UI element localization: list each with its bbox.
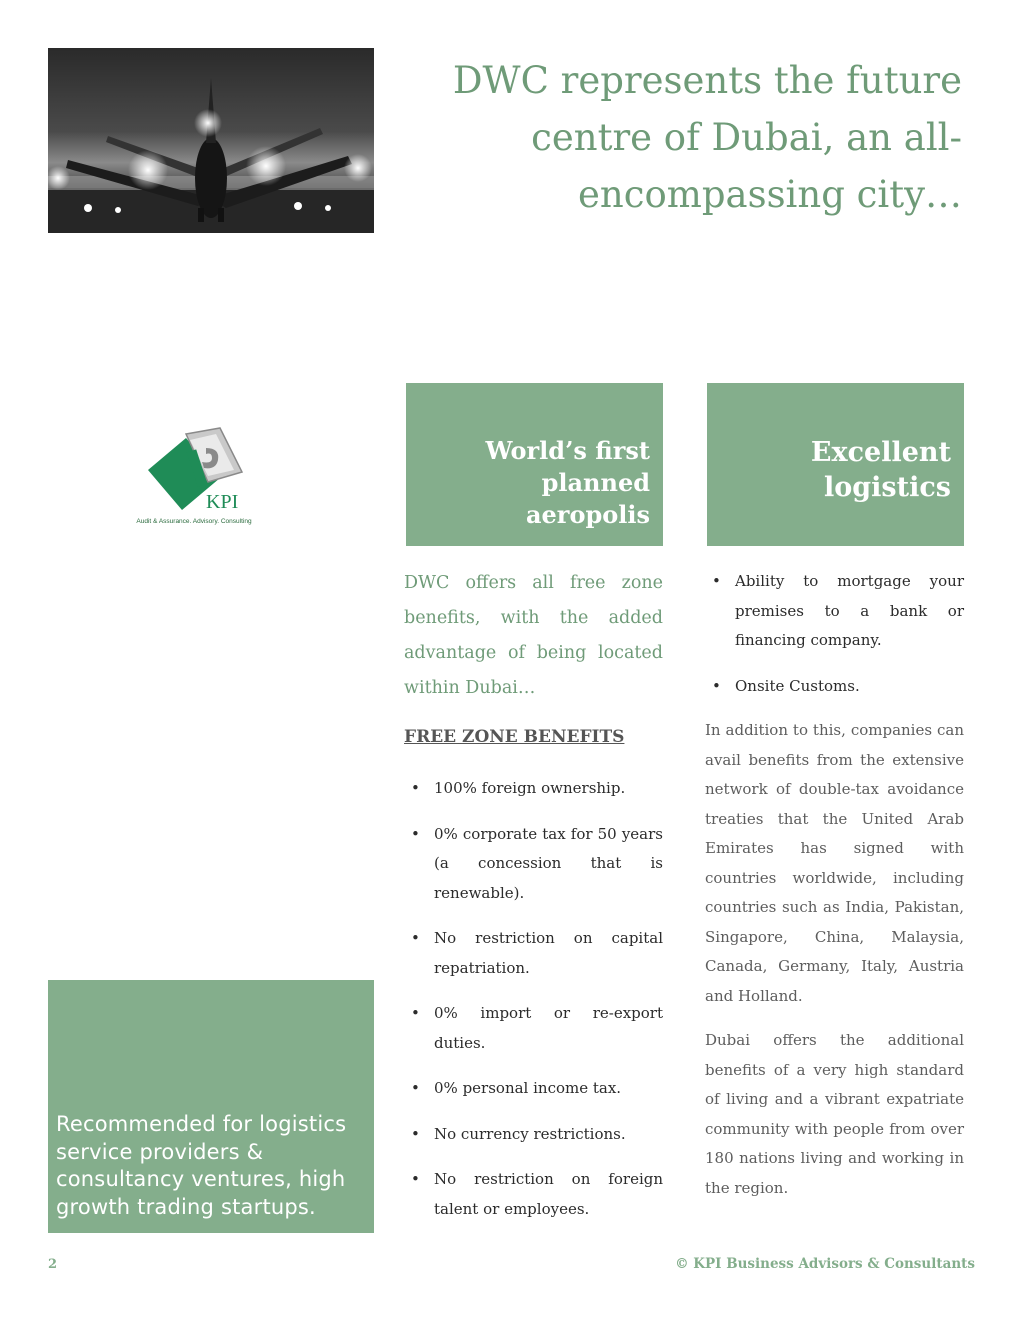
list-item-text: No restriction on capital repatriation. bbox=[434, 929, 663, 977]
recommended-text: Recommended for logistics service providers & consultancy ventures, high growth trading startups. bbox=[56, 1112, 347, 1219]
tax-treaties-paragraph: In addition to this, companies can avail benefits from the extensive network of double-tax avoidance treaties that the United Arab Emirates has signed with countries worldwide, including countries such as India, Pakistan, Singapore, China, Malaysia, Canada, Germany, Italy, Austria and Holland. bbox=[705, 721, 964, 1005]
aeropolis-box bbox=[406, 383, 663, 546]
kpi-logo-icon bbox=[128, 426, 260, 518]
list-item-text: Onsite Customs. bbox=[735, 676, 860, 695]
airplane-photo bbox=[48, 48, 374, 233]
bullet-icon: • bbox=[411, 1079, 420, 1097]
bullet-icon: • bbox=[712, 572, 721, 590]
list-item-text: 0% corporate tax for 50 years (a concession that is renewable). bbox=[434, 824, 663, 902]
bullet-icon: • bbox=[411, 824, 420, 843]
footer-copyright: © KPI Business Advisors & Consultants bbox=[675, 1256, 975, 1272]
list-item-text: No currency restrictions. bbox=[434, 1124, 626, 1143]
page-headline: DWC represents the future centre of Dubai, an all-encompassing city… bbox=[452, 59, 962, 216]
bullet-icon: • bbox=[411, 929, 420, 947]
list-item bbox=[404, 1074, 663, 1104]
list-item bbox=[404, 820, 663, 909]
list-item bbox=[404, 999, 663, 1058]
intro-text: DWC offers all free zone benefits, with the added advantage of being located within Dubai… bbox=[404, 573, 663, 698]
free-zone-heading: FREE ZONE BENEFITS bbox=[404, 727, 625, 747]
aeropolis-title: World’s first planned aeropolis bbox=[485, 436, 650, 529]
list-item bbox=[404, 774, 663, 804]
list-item bbox=[705, 567, 964, 656]
page-number: 2 bbox=[48, 1257, 58, 1272]
bullet-icon: • bbox=[411, 779, 420, 797]
list-item-text: 100% foreign ownership. bbox=[434, 779, 626, 797]
recommended-box bbox=[48, 980, 374, 1233]
list-item-text: 0% import or re-export duties. bbox=[434, 1004, 663, 1052]
list-item bbox=[404, 1165, 663, 1224]
logistics-title: Excellent logistics bbox=[810, 437, 951, 503]
bullet-icon: • bbox=[411, 1004, 420, 1022]
list-item bbox=[404, 1120, 663, 1150]
airplane-illustration bbox=[48, 48, 374, 233]
list-item bbox=[404, 924, 663, 983]
kpi-logo bbox=[128, 426, 260, 530]
list-item-text: 0% personal income tax. bbox=[434, 1079, 622, 1097]
dubai-benefits-paragraph: Dubai offers the additional benefits of a very high standard of living and a vibrant expatriate community with people from over 180 nations living and working in the region. bbox=[705, 1031, 964, 1197]
logistics-benefits-list bbox=[705, 567, 964, 717]
svg-text:KPI: KPI bbox=[206, 491, 239, 513]
list-item-text: No restriction on foreign talent or employees. bbox=[434, 1170, 663, 1218]
list-item-text: Ability to mortgage your premises to a bank or financing company. bbox=[735, 572, 964, 649]
bullet-icon: • bbox=[712, 676, 721, 695]
bullet-icon: • bbox=[411, 1124, 420, 1143]
logistics-box bbox=[707, 383, 964, 546]
free-zone-benefits-list bbox=[404, 774, 663, 1240]
list-item bbox=[705, 672, 964, 702]
logo-tagline: Audit & Assurance. Advisory. Consulting bbox=[136, 518, 252, 525]
bullet-icon: • bbox=[411, 1170, 420, 1188]
